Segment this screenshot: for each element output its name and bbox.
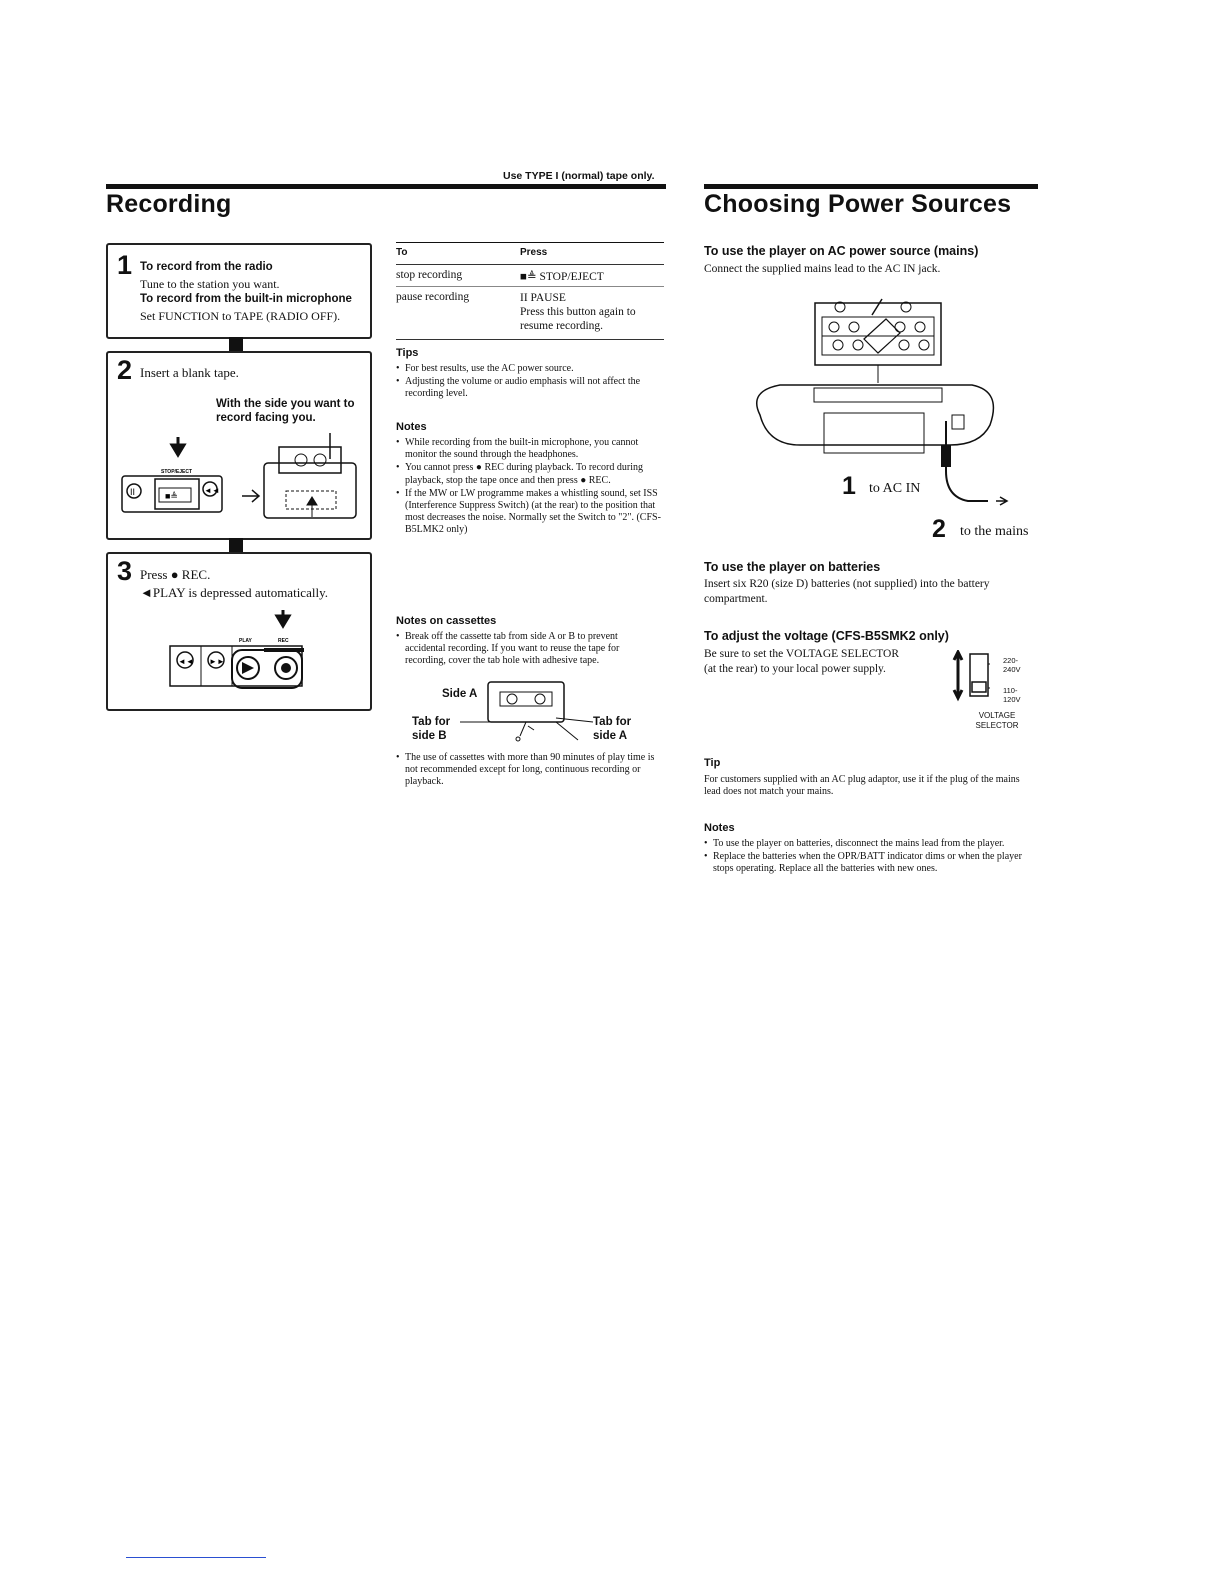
page-title-recording: Recording (106, 190, 232, 218)
step-1-heading-mic: To record from the built-in microphone (140, 293, 352, 305)
rec-buttons-illustration (168, 606, 358, 696)
tab-side-a-label: Tab for side A (593, 716, 632, 742)
table-top-rule (396, 242, 664, 243)
tape-type-note: Use TYPE I (normal) tape only. (503, 170, 655, 182)
step-2-text: Insert a blank tape. (140, 365, 239, 380)
svg-text:II: II (130, 487, 136, 497)
list-item: • While recording from the built-in microphone, you cannot monitor the sound through the headphones. (396, 437, 662, 461)
voltage-low-label: 110-120V (1003, 686, 1021, 704)
ac-label-1-number: 1 (842, 472, 856, 500)
cassettes-list-1 (396, 631, 658, 669)
table-row (396, 265, 664, 287)
svg-text:►►: ►► (209, 657, 225, 666)
list-item: • The use of cassettes with more than 90 minutes of play time is not recommended except for long, continuous recording or playback. (396, 752, 658, 789)
ac-heading: To use the player on AC power source (mains) (704, 244, 979, 258)
table-cell-press: II PAUSE Press this button again to resume recording. (520, 292, 636, 332)
footer-rule (126, 1557, 266, 1558)
list-item: • If the MW or LW programme makes a whistling sound, set ISS (Interference Suppress Switch) (at the rear) to the position that most decreases the noise. Normally set the Switch to "2". (CFS-B5LMK2 only) (396, 488, 662, 537)
list-item: • Adjusting the volume or audio emphasis will not affect the recording level. (396, 376, 660, 400)
ac-label-2-text: to the mains (960, 524, 1029, 539)
voltage-high-label: 220-240V (1003, 656, 1021, 674)
tip-heading: Tip (704, 757, 721, 769)
header-rule-right (704, 184, 1038, 189)
voltage-heading: To adjust the voltage (CFS-B5SMK2 only) (704, 629, 949, 643)
ac-label-1-text: to AC IN (869, 481, 921, 496)
batteries-text: Insert six R20 (size D) batteries (not supplied) into the battery compartment. (704, 578, 990, 605)
header-rule-left (106, 184, 666, 189)
recording-table (396, 245, 664, 340)
step-2-number: 2 (117, 355, 133, 385)
step-2-caption: With the side you want to record facing you. (216, 398, 355, 424)
table-row (396, 287, 664, 340)
tip-text: For customers supplied with an AC plug adaptor, use it if the plug of the mains lead does not match your mains. (704, 774, 1020, 798)
step-connector-2 (229, 538, 243, 553)
table-header-to: To (396, 247, 408, 258)
tab-side-b-label: Tab for side B (412, 716, 451, 742)
batteries-heading: To use the player on batteries (704, 560, 881, 574)
list-item: • For best results, use the AC power source. (396, 363, 660, 375)
tips-heading: Tips (396, 347, 419, 359)
step-3-number: 3 (117, 556, 133, 586)
voltage-selector-illustration (950, 650, 990, 702)
step-1-text-mic: Set FUNCTION to TAPE (RADIO OFF). (140, 309, 341, 323)
stop-eject-label: STOP/EJECT (161, 469, 193, 475)
table-cell-press: ■≜ STOP/EJECT (520, 271, 604, 283)
step-1-text-radio: Tune to the station you want. (140, 277, 280, 291)
svg-text:◄◄: ◄◄ (178, 657, 194, 666)
power-notes-heading: Notes (704, 822, 735, 834)
side-a-label: Side A (442, 688, 478, 700)
cassettes-list-2 (396, 752, 658, 790)
step-1-box (106, 243, 372, 339)
step-1-heading-radio: To record from the radio (140, 261, 273, 273)
rec-label: REC (278, 638, 289, 644)
step-3-text-rec: Press ● REC. (140, 567, 211, 582)
list-item: • You cannot press ● REC during playback. To record during playback, stop the tape once and then press ● REC. (396, 462, 662, 486)
cassettes-heading: Notes on cassettes (396, 615, 497, 627)
insert-tape-illustration (114, 433, 364, 533)
notes-list (396, 437, 662, 538)
step-3-text-play: ◄PLAY is depressed automatically. (140, 585, 328, 600)
list-item: • Break off the cassette tab from side A or B to prevent accidental recording. If you want to reuse the tape for recording, cover the tab hole with adhesive tape. (396, 631, 658, 668)
step-1-number: 1 (117, 250, 133, 280)
step-2-box (106, 351, 372, 540)
play-label: PLAY (239, 638, 252, 644)
table-cell-to: stop recording (396, 269, 463, 281)
table-cell-to: pause recording (396, 291, 470, 303)
table-header-press: Press (520, 247, 548, 258)
cassette-illustration (456, 676, 596, 746)
step-3-box (106, 552, 372, 711)
page-title-power: Choosing Power Sources (704, 190, 1012, 218)
list-item: • Replace the batteries when the OPR/BATT indicator dims or when the player stops operating. Replace all the batteries with new ones. (704, 851, 1024, 875)
notes-heading: Notes (396, 421, 427, 433)
svg-text:◄◄: ◄◄ (204, 486, 220, 495)
power-notes-list (704, 838, 1024, 877)
list-item: • To use the player on batteries, disconnect the mains lead from the player. (704, 838, 1024, 850)
voltage-selector-label: VOLTAGE SELECTOR (975, 711, 1019, 730)
svg-text:■≜: ■≜ (165, 491, 178, 501)
voltage-text: Be sure to set the VOLTAGE SELECTOR (at the rear) to your local power supply. (704, 648, 899, 675)
step-connector-1 (229, 337, 243, 352)
ac-text: Connect the supplied mains lead to the AC IN jack. (704, 263, 941, 275)
ac-label-2-number: 2 (932, 515, 946, 543)
tips-list (396, 363, 660, 402)
